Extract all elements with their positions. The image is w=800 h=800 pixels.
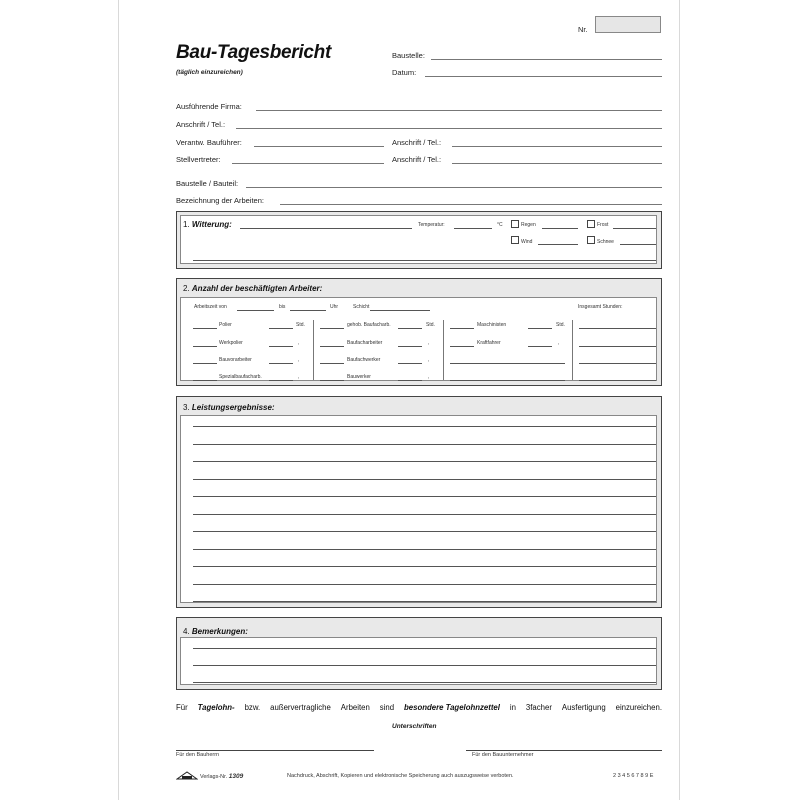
wind-field[interactable] xyxy=(538,244,578,245)
results-line[interactable] xyxy=(193,461,656,462)
anschrift-field[interactable] xyxy=(236,128,662,129)
results-heading: 3. Leistungsergebnisse: xyxy=(183,403,275,412)
arbeiten-field[interactable] xyxy=(280,204,662,205)
column-divider-1 xyxy=(313,320,314,380)
schnee-checkbox[interactable] xyxy=(587,236,595,244)
firma-label: Ausführende Firma: xyxy=(176,102,242,111)
worker-extra-field[interactable] xyxy=(450,380,565,381)
results-line[interactable] xyxy=(193,549,656,550)
temperature-field[interactable] xyxy=(454,228,492,229)
datum-label: Datum: xyxy=(392,68,417,77)
bauteil-label: Baustelle / Bauteil: xyxy=(176,179,239,188)
stunden-label: Insgesamt Stunden: xyxy=(578,304,623,310)
schicht-field[interactable] xyxy=(370,310,430,311)
weather-field[interactable] xyxy=(240,228,412,229)
worker-count-field[interactable] xyxy=(193,328,217,329)
stunden-total-field[interactable] xyxy=(579,346,656,347)
baustelle-field[interactable] xyxy=(431,59,662,60)
worker-hours-field[interactable] xyxy=(269,380,293,381)
regen-field[interactable] xyxy=(542,228,578,229)
anschrift3-field[interactable] xyxy=(452,163,662,164)
temperature-unit: °C xyxy=(497,222,503,228)
results-line[interactable] xyxy=(193,601,656,602)
worker-hours-field[interactable] xyxy=(398,363,422,364)
arbeitszeit-von-field[interactable] xyxy=(237,310,274,311)
results-line[interactable] xyxy=(193,531,656,532)
worker-extra-field[interactable] xyxy=(450,363,565,364)
stunden-total-field[interactable] xyxy=(579,380,656,381)
weather-heading: 1. Witterung: xyxy=(183,220,232,229)
worker-count-field[interactable] xyxy=(320,380,344,381)
worker-role: Bauvorarbeiter xyxy=(219,357,252,363)
worker-hours-field[interactable] xyxy=(269,328,293,329)
anschrift2-label: Anschrift / Tel.: xyxy=(392,138,442,147)
stunden-total-field[interactable] xyxy=(579,328,656,329)
worker-role: Baufacharbeiter xyxy=(347,340,383,346)
frost-checkbox[interactable] xyxy=(587,220,595,228)
remarks-heading: 4. Bemerkungen: xyxy=(183,627,248,636)
worker-count-field[interactable] xyxy=(450,328,474,329)
worker-hours-field[interactable] xyxy=(528,346,552,347)
weather-line-2[interactable] xyxy=(193,260,656,261)
worker-role: Werkpolier xyxy=(219,340,243,346)
copyright-note: Nachdruck, Abschrift, Kopieren und elektronische Speicherung auch auszugsweise verboten. xyxy=(287,773,514,779)
regen-label: Regen xyxy=(521,222,536,228)
schnee-label: Schnee xyxy=(597,239,614,245)
firma-field[interactable] xyxy=(256,110,662,111)
bauleiter-label: Verantw. Bauführer: xyxy=(176,138,242,147)
worker-hours-field[interactable] xyxy=(398,380,422,381)
uhr-label: Uhr xyxy=(330,304,339,310)
remarks-line[interactable] xyxy=(193,648,656,649)
bauherr-signature-line[interactable] xyxy=(176,750,374,751)
arbeiten-label: Bezeichnung der Arbeiten: xyxy=(176,196,264,205)
worker-role: Maschinisten xyxy=(477,322,507,328)
remarks-line[interactable] xyxy=(193,665,656,666)
worker-count-field[interactable] xyxy=(450,346,474,347)
stellvertreter-label: Stellvertreter: xyxy=(176,155,221,164)
results-line[interactable] xyxy=(193,479,656,480)
schicht-label: Schicht xyxy=(353,304,370,310)
print-code: 2 3 4 5 6 7 8 9 E xyxy=(613,773,654,779)
unternehmer-label: Für den Bauunternehmer xyxy=(472,752,534,758)
comma-label: , xyxy=(558,340,560,346)
temperature-label: Temperatur: xyxy=(418,222,445,228)
worker-hours-field[interactable] xyxy=(269,346,293,347)
stunden-total-field[interactable] xyxy=(579,363,656,364)
verlag-label: Verlags-Nr. 1309 xyxy=(200,773,244,780)
worker-hours-field[interactable] xyxy=(398,328,422,329)
baustelle-label: Baustelle: xyxy=(392,51,425,60)
worker-role: Spezialbaufacharb. xyxy=(219,374,262,380)
bauteil-field[interactable] xyxy=(246,187,662,188)
worker-count-field[interactable] xyxy=(193,380,217,381)
comma-label: , xyxy=(298,357,300,363)
section-results xyxy=(176,396,662,608)
section-remarks xyxy=(176,617,662,690)
column-divider-3 xyxy=(572,320,573,380)
regen-checkbox[interactable] xyxy=(511,220,519,228)
anschrift-label: Anschrift / Tel.: xyxy=(176,120,226,129)
std-label: Std. xyxy=(296,322,305,328)
arbeitszeit-bis-field[interactable] xyxy=(290,310,326,311)
comma-label: , xyxy=(298,340,300,346)
worker-role: Bauwerker xyxy=(347,374,371,380)
datum-field[interactable] xyxy=(425,76,662,77)
comma-label: , xyxy=(298,374,300,380)
std-label: Std. xyxy=(426,322,435,328)
results-line[interactable] xyxy=(193,514,656,515)
worker-count-field[interactable] xyxy=(320,328,344,329)
schnee-field[interactable] xyxy=(620,244,656,245)
bis-label: bis xyxy=(279,304,286,310)
tagelohn-note: Für Tagelohn- bzw. außervertragliche Arbeiten sind besondere Tagelohnzettel in 3facher Ausfertigung einzureichen. xyxy=(176,703,662,712)
nr-label: Nr. xyxy=(578,25,588,34)
results-line[interactable] xyxy=(193,496,656,497)
worker-hours-field[interactable] xyxy=(398,346,422,347)
publisher-logo-icon xyxy=(176,771,198,780)
wind-label: Wind xyxy=(521,239,533,245)
anschrift3-label: Anschrift / Tel.: xyxy=(392,155,442,164)
std-label: Std. xyxy=(556,322,565,328)
frost-label: Frost xyxy=(597,222,609,228)
results-line[interactable] xyxy=(193,426,656,427)
bauherr-label: Für den Bauherrn xyxy=(176,752,220,758)
comma-label: , xyxy=(428,340,430,346)
worker-hours-field[interactable] xyxy=(269,363,293,364)
stellvertreter-field[interactable] xyxy=(232,163,384,164)
worker-role: Baufachwerker xyxy=(347,357,381,363)
results-line[interactable] xyxy=(193,444,656,445)
worker-count-field[interactable] xyxy=(193,346,217,347)
anschrift2-field[interactable] xyxy=(452,146,662,147)
bauleiter-field[interactable] xyxy=(254,146,384,147)
comma-label: , xyxy=(428,357,430,363)
section-workers xyxy=(176,278,662,386)
column-divider-2 xyxy=(443,320,444,380)
signatures-title: Unterschriften xyxy=(392,723,437,730)
remarks-line[interactable] xyxy=(193,682,656,683)
form-title: Bau-Tagesbericht xyxy=(176,42,331,63)
worker-count-field[interactable] xyxy=(320,363,344,364)
comma-label: , xyxy=(428,374,430,380)
worker-count-field[interactable] xyxy=(193,363,217,364)
results-line[interactable] xyxy=(193,566,656,567)
worker-count-field[interactable] xyxy=(320,346,344,347)
worker-role: Polier xyxy=(219,322,232,328)
workers-heading: 2. Anzahl der beschäftigten Arbeiter: xyxy=(183,284,323,293)
nr-field[interactable] xyxy=(595,16,661,33)
frost-field[interactable] xyxy=(613,228,656,229)
remarks-inner xyxy=(180,637,657,685)
results-line[interactable] xyxy=(193,584,656,585)
arbeitszeit-label: Arbeitszeit von xyxy=(194,304,227,310)
worker-role: gehob. Baufacharb. xyxy=(347,322,391,328)
worker-role: Kraftfahrer xyxy=(477,340,501,346)
form-subtitle: (täglich einzureichen) xyxy=(176,69,243,76)
unternehmer-signature-line[interactable] xyxy=(466,750,662,751)
wind-checkbox[interactable] xyxy=(511,236,519,244)
worker-hours-field[interactable] xyxy=(528,328,552,329)
